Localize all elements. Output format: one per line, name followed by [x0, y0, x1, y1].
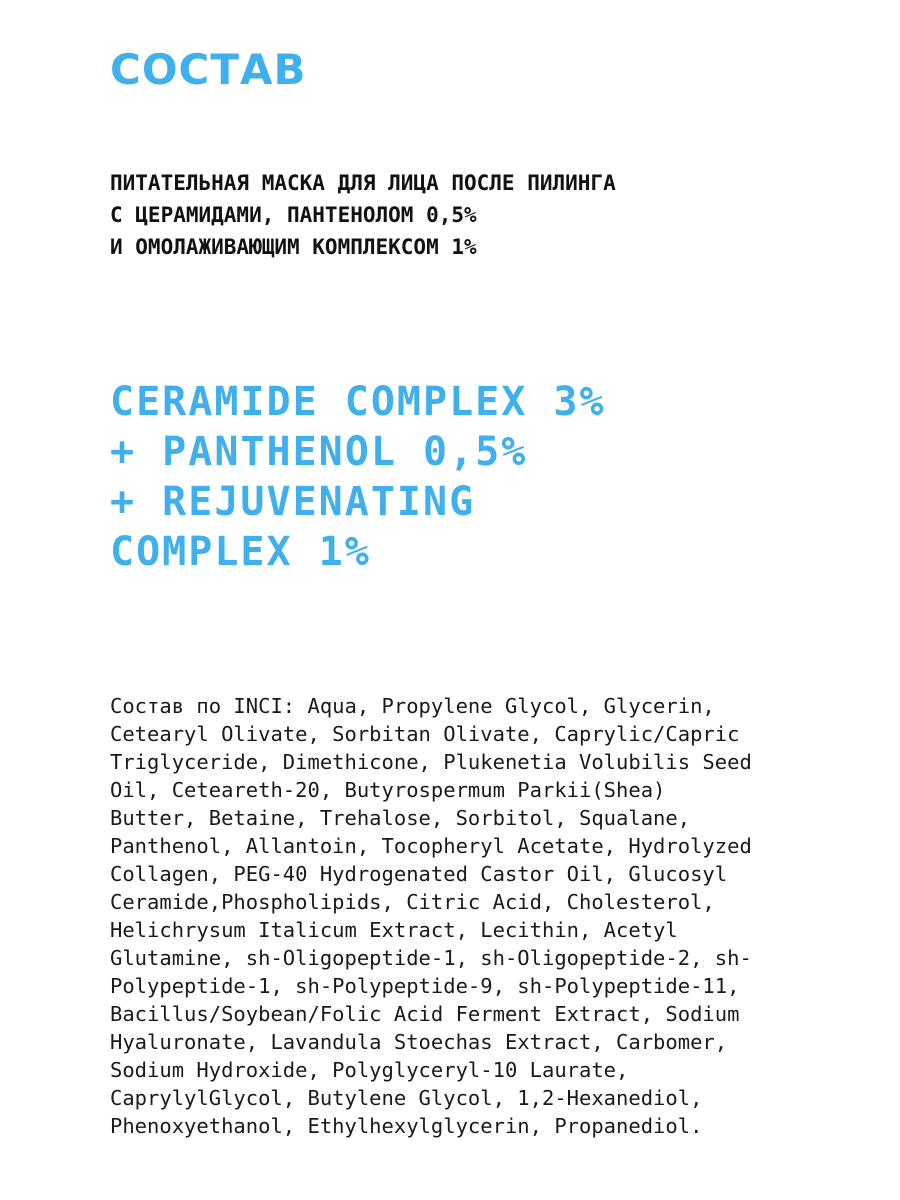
product-description-line: С ЦЕРАМИДАМИ, ПАНТЕНОЛОМ 0,5%: [110, 203, 477, 227]
inci-ingredients-list: Состав по INCI: Aqua, Propylene Glycol, Glycerin, Cetearyl Olivate, Sorbitan Olivate, Caprylic/Capric Triglyceride, Dimethicone, Plukenetia Volubilis Seed Oil, Ceteareth-20, Butyrospermum Parkii(Shea) Butter, Betaine, Trehalose, Sorbitol, Squalane, Panthenol, Allantoin, Tocopheryl Acetate, Hydrolyzed Collagen, PEG-40 Hydrogenated Castor Oil, Glucosyl Ceramide,Phospholipids, Citric Acid, Cholesterol, Helichrysum Italicum Extract, Lecithin, Acetyl Glutamine, sh-Oligopeptide-1, sh-Oligopeptide-2, sh- Polypeptide-1, sh-Polypeptide-9, sh-Polypeptide-11, Bacillus/Soybean/Folic Acid Ferment Extract, Sodium Hyaluronate, Lavandula Stoechas Extract, Carbomer, Sodium Hydroxide, Polyglyceryl-10 Laurate, CaprylylGlycol, Butylene Glycol, 1,2-Hexanediol, Phenoxyethanol, Ethylhexylglycerin, Propanediol.: [110, 694, 752, 1138]
product-description: [110, 167, 616, 263]
headline-line: CERAMIDE COMPLEX 3%: [110, 379, 606, 425]
headline-line: + PANTHENOL 0,5%: [110, 429, 528, 475]
product-description-line: ПИТАТЕЛЬНАЯ МАСКА ДЛЯ ЛИЦА ПОСЛЕ ПИЛИНГА: [110, 171, 616, 195]
active-ingredients-headline: [110, 377, 606, 577]
page-title: СОСТАВ: [110, 45, 307, 94]
product-description-line: И ОМОЛАЖИВАЮЩИМ КОМПЛЕКСОМ 1%: [110, 235, 477, 259]
headline-line: COMPLEX 1%: [110, 529, 371, 575]
headline-line: + REJUVENATING: [110, 479, 476, 525]
